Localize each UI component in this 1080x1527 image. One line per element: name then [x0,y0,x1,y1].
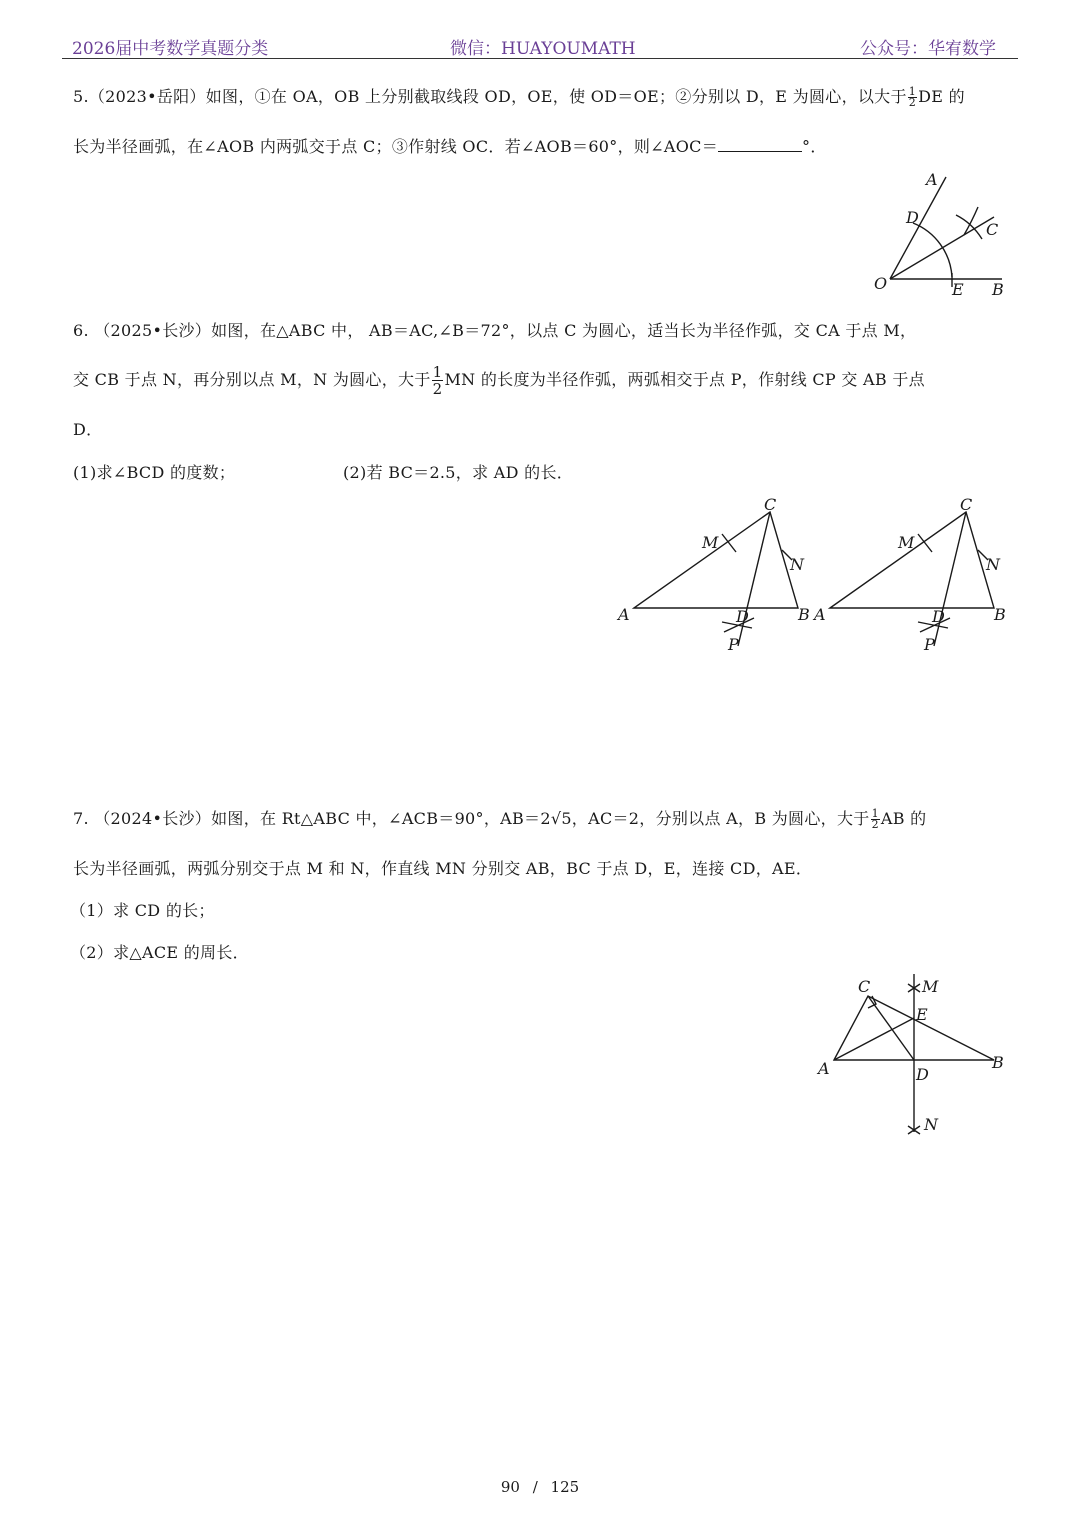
q6f2-label-a: A [814,605,826,624]
q6-frac-num: 1 [432,363,443,381]
page-total: 125 [550,1478,580,1496]
q6-line2 [73,364,925,397]
page-footer [0,1478,1080,1496]
header-title: 2026届中考数学真题分类 [72,39,269,59]
q6-sub1: (1)求∠BCD 的度数； [73,463,236,482]
q5-line1-text: 5.（2023•岳阳）如图，①在 OA，OB 上分别截取线段 OD，OE，使 OD＝OE；②分别以 D，E 为圆心，以大于 [73,87,907,106]
q7-fraction [871,809,880,830]
q5-line2 [73,134,827,157]
q7-segment-cd [868,996,914,1060]
q5-line1 [73,84,965,108]
q6f2-label-p: P [924,635,935,654]
q6f2-label-b: B [994,605,1006,624]
q6-figure-2 [808,492,1018,662]
q6-line1: 6. （2025•长沙）如图，在△ABC 中， AB＝AC,∠B＝72°，以点 C 为圆心，适当长为半径作弧，交 CA 于点 M， [73,321,917,340]
q7-line1 [73,806,926,830]
q6f2-label-d: D [932,607,945,626]
q5-label-b: B [992,280,1004,299]
q5-label-d: D [906,208,919,227]
q7-segment-ae [834,1018,914,1060]
q6-fraction [432,364,444,397]
q7-frac-den: 2 [871,818,879,831]
q5-label-c: C [986,220,999,239]
q5-frac-den: 2 [908,96,917,109]
q5-figure [860,165,1020,305]
q6f2-triangle [830,512,994,608]
q6f1-label-a: A [618,605,630,624]
q6f1-triangle [634,512,798,608]
q7-sub1: （1）求 CD 的长； [70,901,215,920]
q6f1-label-n: N [790,555,804,574]
q6-figure-1 [612,492,822,662]
q5-line2-text: 长为半径画弧，在∠AOB 内两弧交于点 C；③作射线 OC．若∠AOB＝60°，则∠AOC＝ [73,137,719,156]
q5-label-e: E [952,280,964,299]
q5-label-a: A [926,170,938,189]
q5-line1-end: DE 的 [918,87,965,106]
q6-frac-den: 2 [432,380,443,398]
q6f1-label-c: C [764,495,777,514]
header-account: 公众号：华宥数学 [860,39,996,59]
q7-figure [810,968,1020,1138]
q7-label-b: B [992,1053,1004,1072]
q7-sub2: （2）求△ACE 的周长． [70,943,249,962]
q6f1-label-p: P [728,635,739,654]
q7-line2: 长为半径画弧，两弧分别交于点 M 和 N，作直线 MN 分别交 AB，BC 于点 D，E，连接 CD，AE． [73,859,813,878]
q5-answer-blank[interactable] [718,137,802,152]
q6-sub2: (2)若 BC＝2.5，求 AD 的长． [343,463,574,482]
q5-ray-oa [890,177,946,279]
q6f2-label-c: C [960,495,973,514]
q5-arc-de [913,223,952,277]
q6-line3: D． [73,420,103,439]
page-number: 90 [500,1478,520,1496]
q6f2-label-m: M [898,533,915,552]
q6-line2-text: 交 CB 于点 N，再分别以点 M，N 为圆心，大于 [73,370,431,389]
q7-label-a: A [818,1059,830,1078]
page-header [62,32,1018,59]
q7-label-e: E [916,1005,928,1024]
q6f1-label-b: B [798,605,810,624]
q6f2-label-n: N [986,555,1000,574]
q7-frac-num: 1 [871,807,879,820]
q5-line2-end: °． [802,137,827,156]
q6f1-label-d: D [736,607,749,626]
q7-line1-text: 7. （2024•长沙）如图，在 Rt△ABC 中，∠ACB＝90°，AB＝2√5，AC＝2，分别以点 A，B 为圆心，大于 [73,809,870,828]
q7-label-m: M [922,977,939,996]
q6f1-label-m: M [702,533,719,552]
q5-frac-num: 1 [908,85,917,98]
q5-label-o: O [874,274,888,293]
q5-fraction [908,87,917,108]
q6-line2-end: MN 的长度为半径作弧，两弧相交于点 P，作射线 CP 交 AB 于点 [444,370,925,389]
q7-label-c: C [858,977,871,996]
q7-label-d: D [916,1065,929,1084]
q7-line1-end: AB 的 [880,809,927,828]
page-separator: / [532,1478,538,1496]
header-wechat: 微信：HUAYOUMATH [450,39,636,59]
q7-label-n: N [924,1115,938,1134]
